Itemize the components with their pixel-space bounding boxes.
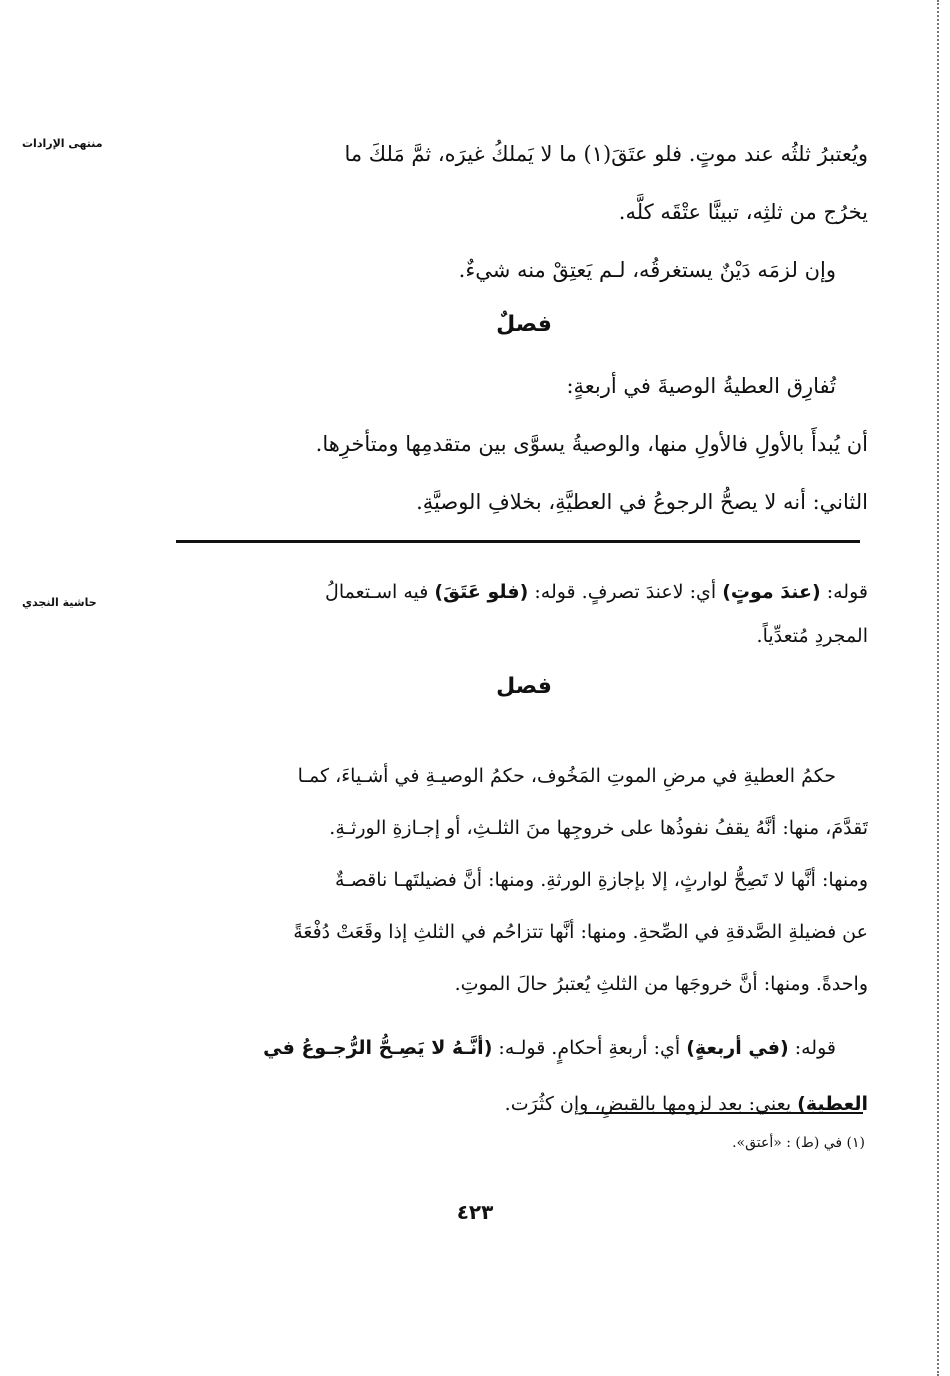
commentary-line <box>180 1020 868 1076</box>
commentary-line: تَقدَّمَ، منها: أنَّهُ يقفُ نفوذُها على خروجِها منَ الثلـثِ، أو إجـازةِ الورثـةِ. <box>329 817 868 839</box>
main-line: الثاني: أنه لا يصحُّ الرجوعُ في العطيَّةِ، بخلافِ الوصيَّةِ. <box>416 490 868 514</box>
quoted-term: (في أربعةٍ) <box>686 1037 789 1059</box>
main-text <box>180 125 868 531</box>
section-divider <box>176 540 860 543</box>
commentary-paragraph <box>180 750 868 1010</box>
commentary-line: المجردِ مُتعدِّياً. <box>756 625 868 647</box>
footnote: (١) في (ط) : «أعتق». <box>732 1135 865 1151</box>
commentary-line: حكمُ العطيةِ في مرضِ الموتِ المَخُوف، حكمُ الوصيـةِ في أشـياءَ، كمـا <box>297 765 836 787</box>
commentary-text: فيه اسـتعمالُ <box>325 581 435 603</box>
commentary-text: قوله: <box>788 1037 836 1059</box>
commentary <box>180 570 868 1132</box>
commentary-line: واحدةً. ومنها: أنَّ خروجَها من الثلثِ يُعتبرُ حالَ الموتِ. <box>454 973 868 995</box>
commentary-line <box>180 1076 868 1132</box>
section-heading: فصل <box>496 674 552 699</box>
commentary-text: قوله: <box>820 581 868 603</box>
quoted-term: (عندَ موتٍ) <box>722 581 821 603</box>
commentary-line <box>180 570 868 614</box>
margin-label-commentary: حاشية النجدي <box>22 596 97 609</box>
footnote-divider <box>585 1112 863 1114</box>
quoted-term: (أنَّـهُ لا يَصِـحُّ الرُّجـوعُ في <box>263 1037 493 1059</box>
section-heading: فصلٌ <box>496 312 552 337</box>
main-line: تُفارِق العطيةُ الوصيةَ في أربعةٍ: <box>566 374 836 398</box>
main-line: ويُعتبرُ ثلثُه عند موتٍ. فلو عتَقَ(١) ما لا يَملكُ غيرَه، ثمَّ مَلكَ ما <box>344 142 868 166</box>
commentary-line: ومنها: أنَّها لا تَصِحُّ لوارثٍ، إلا بإجازةِ الورثةِ. ومنها: أنَّ فضيلتَهـا ناقصـةٌ <box>334 869 868 891</box>
margin-label-main-text: منتهى الإرادات <box>22 137 103 150</box>
commentary-paragraph <box>180 570 868 658</box>
main-line: وإن لزمَه دَيْنٌ يستغرقُه، لـم يَعتِقْ منه شيءٌ. <box>458 258 836 282</box>
quoted-term: العطيةِ) <box>797 1093 868 1115</box>
commentary-text: أي: أربعةِ أحكامٍ. قولـه: <box>492 1037 687 1059</box>
main-line: يخرُج من ثلثِه، تبينَّا عتْقَه كلَّه. <box>618 200 868 224</box>
main-line: أن يُبدأَ بالأولِ فالأولِ منها، والوصيةُ يسوَّى بين متقدمِها ومتأخرِها. <box>315 432 868 456</box>
commentary-paragraph <box>180 1020 868 1132</box>
page-edge-line <box>937 0 939 1376</box>
quoted-term: (فلو عَتَقَ) <box>434 581 529 603</box>
commentary-text: يعني: بعد لزومِها بالقبضِ، وإن كثُرَت. <box>504 1093 798 1115</box>
page-number: ٤٢٣ <box>456 1200 494 1224</box>
commentary-line: عن فضيلةِ الصَّدقةِ في الصِّحةِ. ومنها: أنَّها تتزاحُم في الثلثِ إذا وقَعَتْ دُفْعَةً <box>293 921 868 943</box>
commentary-text: أي: لاعندَ تصرفٍ. قوله: <box>528 581 723 603</box>
